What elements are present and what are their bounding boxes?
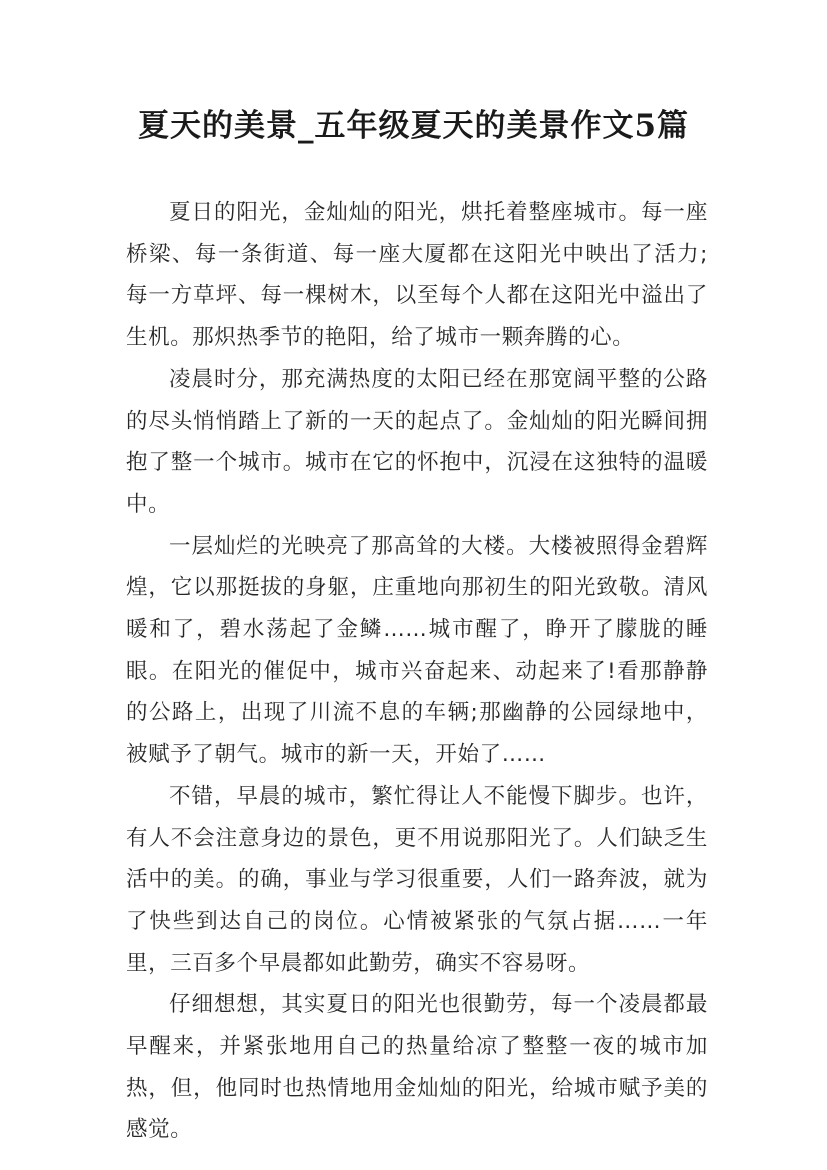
essay-body (126, 192, 708, 1151)
paragraph-5: 仔细想想，其实夏日的阳光也很勤劳，每一个凌晨都最早醒来，并紧张地用自己的热量给凉了整整一夜的城市加热，但，他同时也热情地用金灿灿的阳光，给城市赋予美的感觉。 (126, 992, 708, 1143)
paragraph-2: 凌晨时分，那充满热度的太阳已经在那宽阔平整的公路的尽头悄悄踏上了新的一天的起点了。金灿灿的阳光瞬间拥抱了整一个城市。城市在它的怀抱中，沉浸在这独特的温暖中。 (126, 366, 708, 517)
paragraph-4: 不错，早晨的城市，繁忙得让人不能慢下脚步。也许，有人不会注意身边的景色，更不用说那阳光了。人们缺乏生活中的美。的确，事业与学习很重要，人们一路奔波，就为了快些到达自己的岗位。心情被紧张的气氛占据……一年里，三百多个早晨都如此勤劳，确实不容易呀。 (126, 783, 708, 976)
paragraph-3: 一层灿烂的光映亮了那高耸的大楼。大楼被照得金碧辉煌，它以那挺拔的身躯，庄重地向那初生的阳光致敬。清风暖和了，碧水荡起了金鳞……城市醒了，睁开了朦胧的睡眼。在阳光的催促中，城市兴奋起来、动起来了!看那静静的公路上，出现了川流不息的车辆;那幽静的公园绿地中，被赋予了朝气。城市的新一天，开始了…… (126, 533, 708, 768)
paragraph-1: 夏日的阳光，金灿灿的阳光，烘托着整座城市。每一座桥梁、每一条街道、每一座大厦都在这阳光中映出了活力;每一方草坪、每一棵树木，以至每个人都在这阳光中溢出了生机。那炽热季节的艳阳，给了城市一颗奔腾的心。 (126, 200, 708, 351)
page-title: 夏天的美景_五年级夏天的美景作文5篇 (137, 108, 690, 144)
